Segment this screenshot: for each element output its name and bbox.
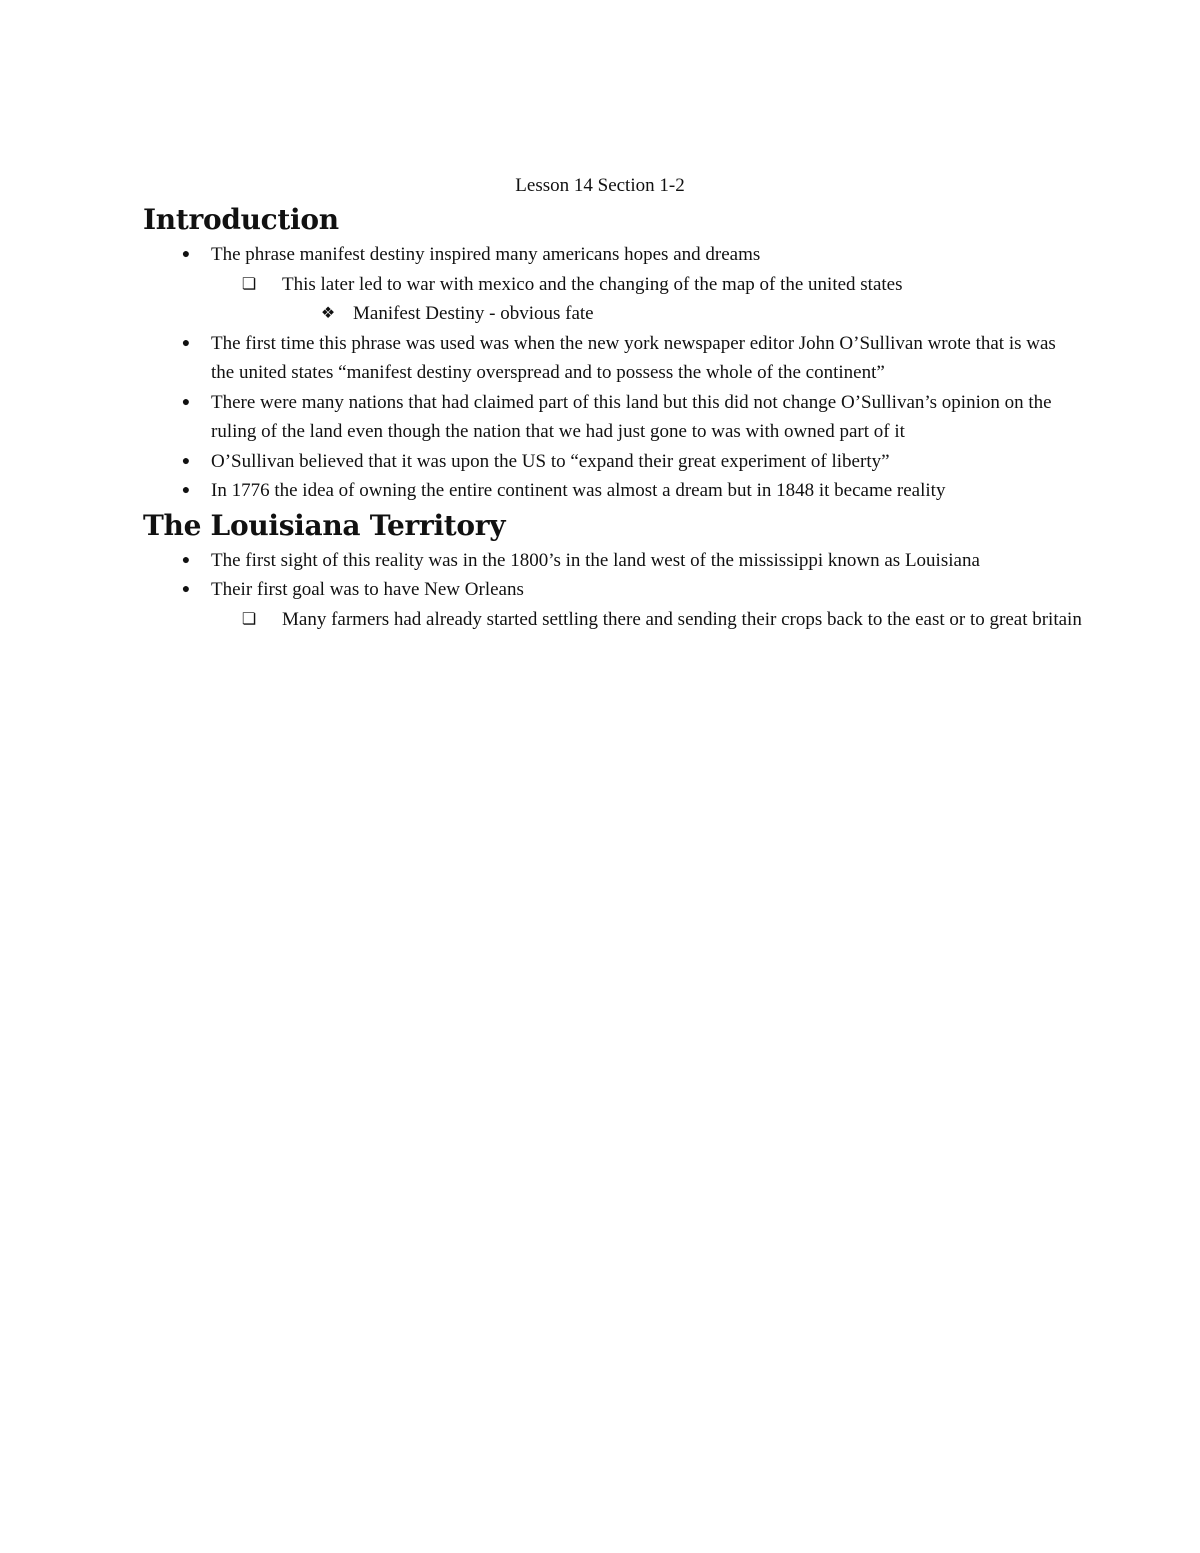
list-item bbox=[143, 299, 1083, 329]
bullet-dot-icon: ● bbox=[181, 552, 191, 568]
list-item-text: Their first goal was to have New Orleans bbox=[211, 579, 524, 600]
bullet-list bbox=[143, 240, 1083, 506]
bullet-box-icon: ❏ bbox=[241, 610, 257, 628]
list-item-text: The phrase manifest destiny inspired many americans hopes and dreams bbox=[211, 244, 761, 265]
list-item-text: Manifest Destiny - obvious fate bbox=[353, 303, 594, 324]
bullet-dot-icon: ● bbox=[181, 582, 191, 597]
list-item bbox=[143, 447, 1083, 477]
list-item-text: O’Sullivan believed that it was upon the US to “expand their great experiment of liberty” bbox=[211, 450, 890, 472]
document-body bbox=[143, 200, 1083, 634]
list-item bbox=[143, 270, 1083, 300]
list-item-text: This later led to war with mexico and the changing of the map of the united states bbox=[282, 273, 903, 295]
bullet-dot-icon: ● bbox=[181, 394, 191, 410]
list-item-text: There were many nations that had claimed part of this land but this did not change O’Sullivan’s opinion on the ruling of the land even though the nation that we had just gone to was with owned part of it bbox=[211, 391, 1052, 442]
list-item bbox=[143, 575, 1083, 605]
bullet-dot-icon: ● bbox=[181, 335, 191, 351]
section-introduction bbox=[143, 200, 1083, 506]
bullet-dot-icon: ● bbox=[181, 453, 191, 469]
section-louisiana-territory bbox=[143, 506, 1083, 635]
list-item bbox=[143, 388, 1083, 447]
document-title: Lesson 14 Section 1-2 bbox=[515, 175, 685, 196]
list-item-text: In 1776 the idea of owning the entire continent was almost a dream but in 1848 it became reality bbox=[211, 480, 946, 501]
list-item bbox=[143, 605, 1083, 635]
list-item bbox=[143, 476, 1083, 506]
bullet-diamond-icon: ❖ bbox=[320, 305, 336, 322]
list-item bbox=[143, 329, 1083, 388]
bullet-list bbox=[143, 546, 1083, 635]
list-item bbox=[143, 240, 1083, 270]
list-item-text: The first time this phrase was used was when the new york newspaper editor John O’Sullivan wrote that is was the united states “manifest destiny overspread and to possess the whole of the continent” bbox=[211, 332, 1056, 383]
bullet-dot-icon: ● bbox=[181, 247, 191, 262]
section-heading: The Louisiana Territory bbox=[143, 508, 506, 542]
section-heading: Introduction bbox=[143, 203, 339, 236]
list-item-text: The first sight of this reality was in the 1800’s in the land west of the mississippi known as Louisiana bbox=[211, 549, 980, 571]
list-item bbox=[143, 546, 1083, 576]
bullet-box-icon: ❏ bbox=[241, 275, 257, 293]
list-item-text: Many farmers had already started settling there and sending their crops back to the east or to great britain bbox=[282, 608, 1082, 630]
bullet-dot-icon: ● bbox=[181, 483, 191, 498]
